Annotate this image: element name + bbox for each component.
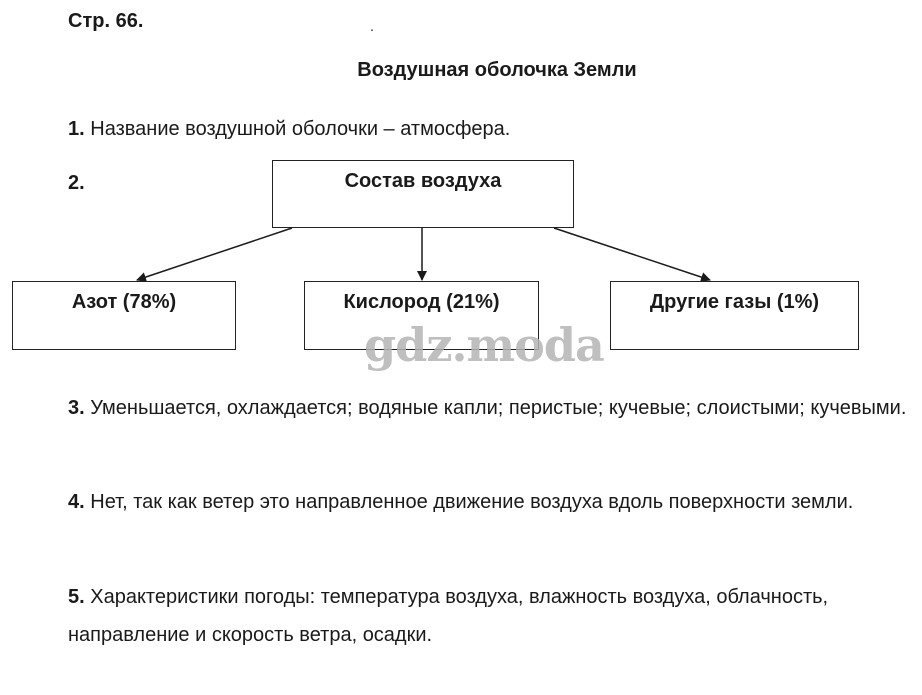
arrow-to-nitrogen [137,228,292,280]
arrow-to-other [554,228,710,280]
answer-text: Название воздушной оболочки – атмосфера. [84,118,511,140]
answer-item-4 [68,483,918,521]
page-number: Стр. 66. [68,10,144,32]
diagram-box-oxygen: Кислород (21%) [304,281,539,350]
answer-number: 1. [68,118,85,140]
diagram-box-nitrogen: Азот (78%) [12,281,236,350]
answer-item-3 [68,389,918,427]
answer-number: 5. [68,586,85,608]
stray-dot: . [370,18,374,34]
answer-number: 2. [68,172,85,194]
answer-number: 4. [68,491,85,513]
watermark-logo: gdz.moda [364,318,604,372]
diagram-box-other-gases: Другие газы (1%) [610,281,859,350]
answer-number: 3. [68,397,85,419]
diagram-root-box: Состав воздуха [272,160,574,228]
answer-text: Характеристики погоды: температура воздуха, влажность воздуха, облачность, направление и скорость ветра, осадки. [68,586,829,646]
answer-item-5 [68,578,918,654]
answer-text: Уменьшается, охлаждается; водяные капли; перистые; кучевые; слоистыми; кучевыми. [84,397,907,419]
page-title: Воздушная оболочка Земли [357,59,637,81]
answer-text: Нет, так как ветер это направленное движение воздуха вдоль поверхности земли. [84,491,854,513]
